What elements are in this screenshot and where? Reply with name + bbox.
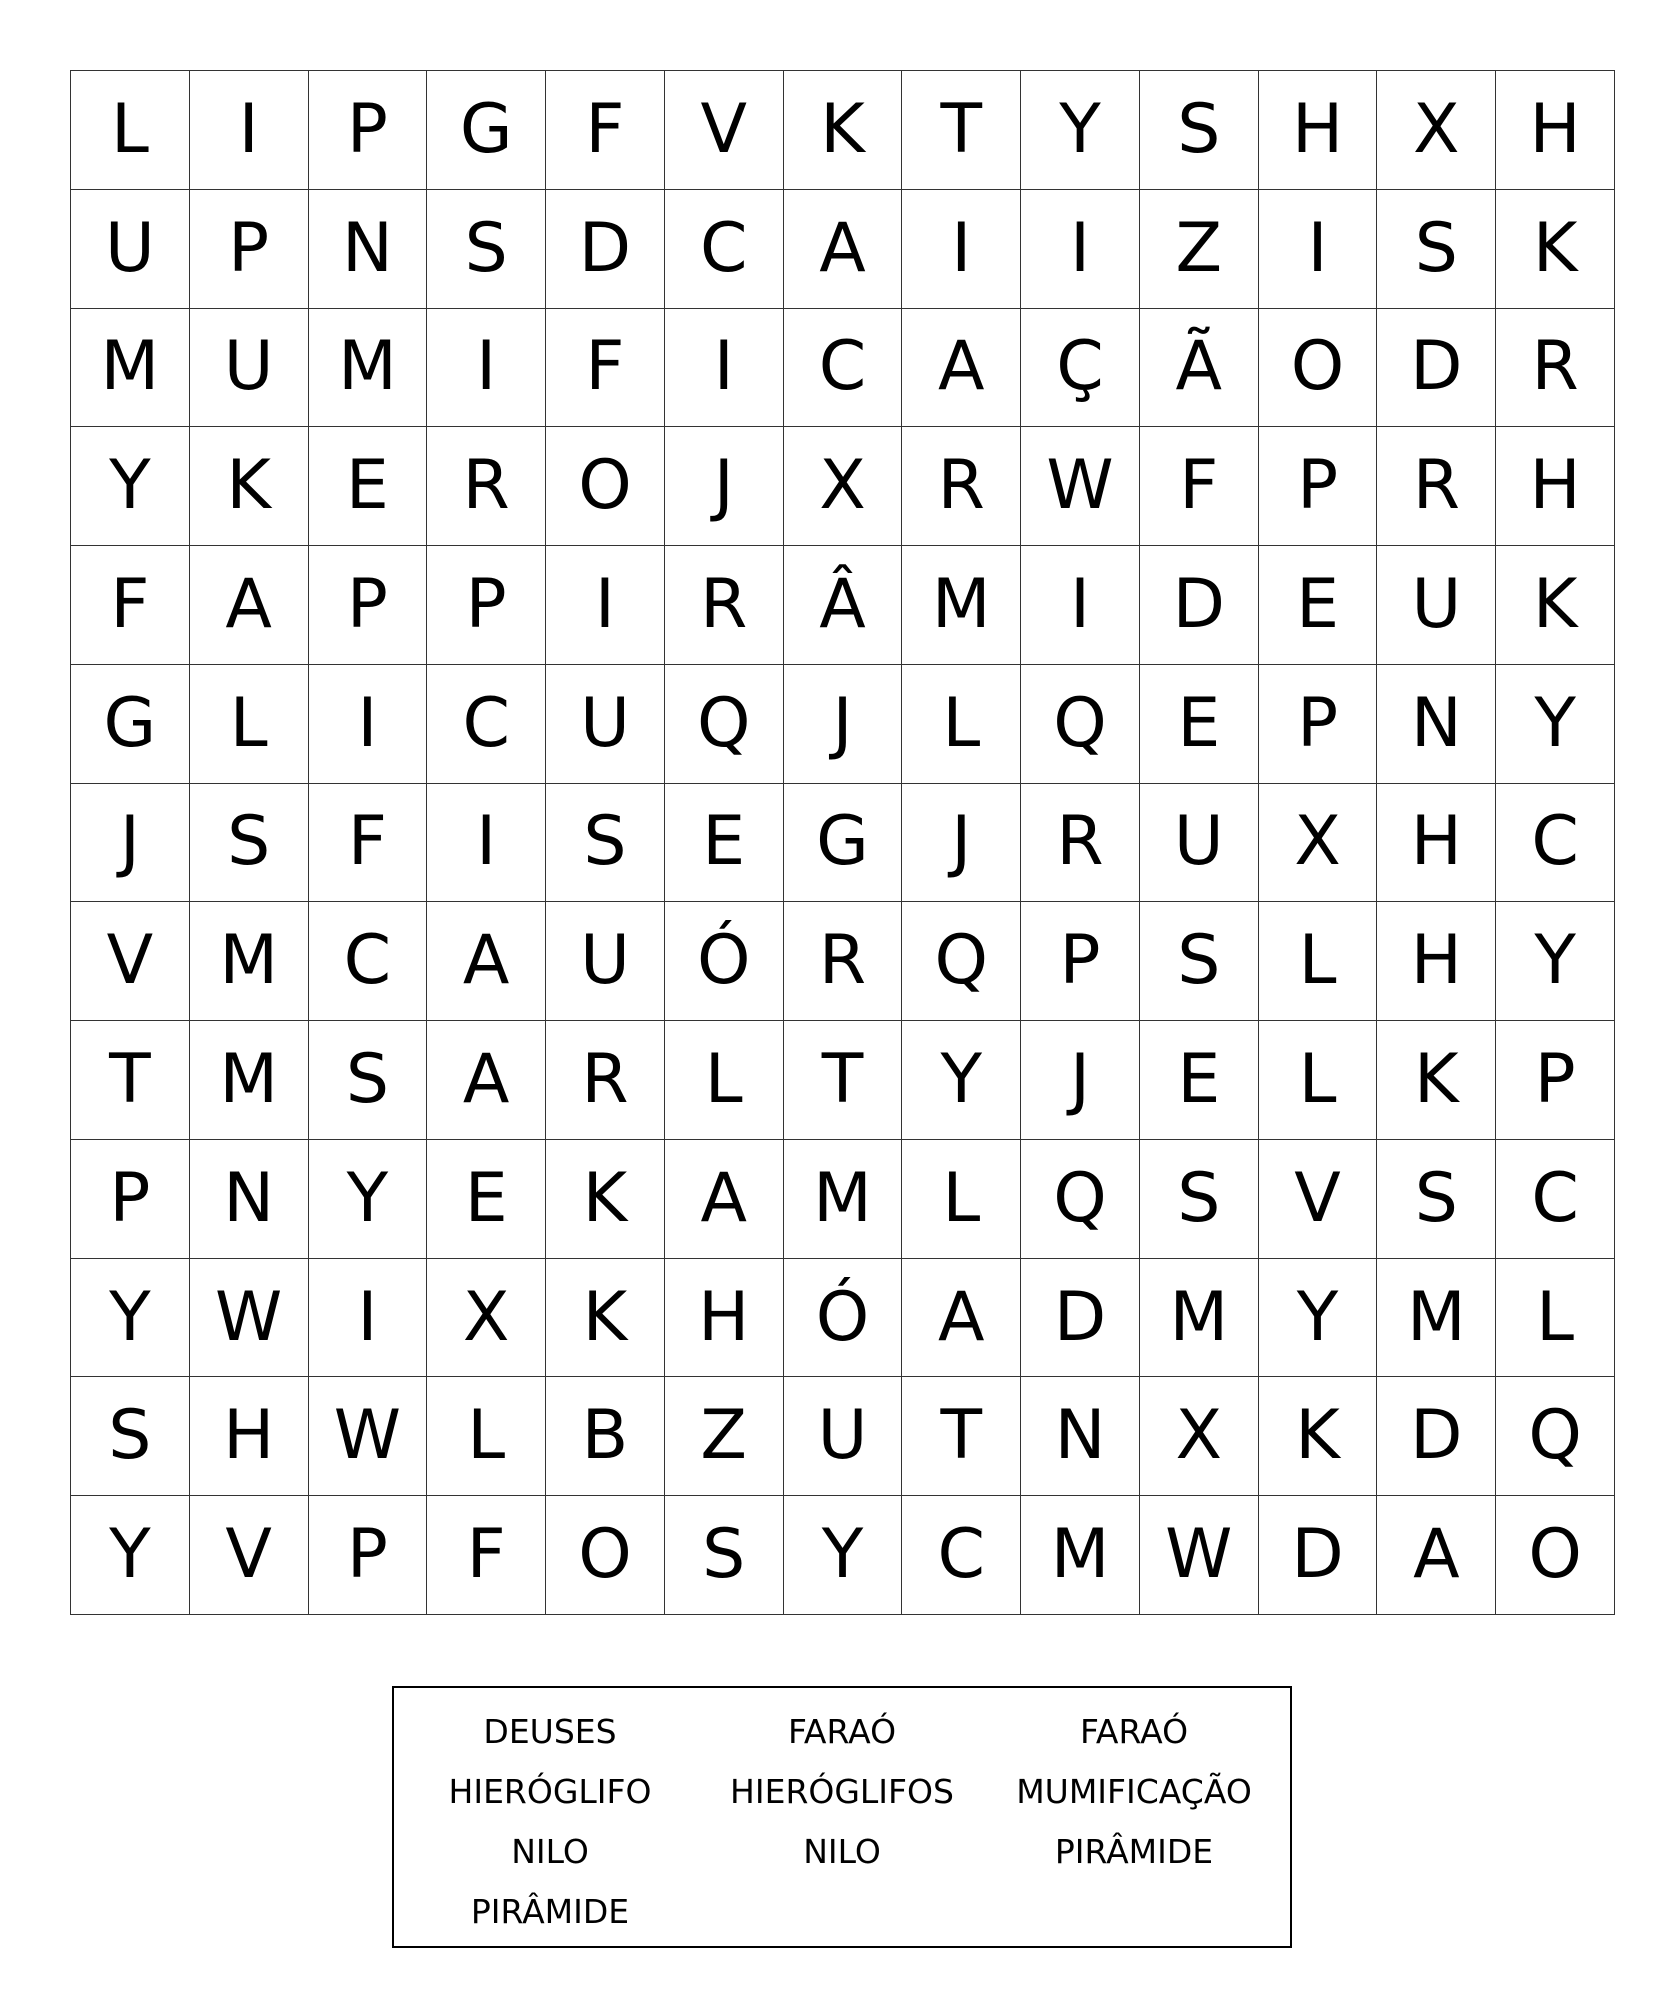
word-list-item: PIRÂMIDE (1054, 1832, 1214, 1871)
grid-cell[interactable]: H (1377, 902, 1496, 1021)
grid-cell[interactable]: P (309, 71, 428, 190)
grid-cell[interactable]: Y (71, 1259, 190, 1378)
grid-cell[interactable]: W (190, 1259, 309, 1378)
grid-cell[interactable]: U (1377, 546, 1496, 665)
grid-cell[interactable]: V (71, 902, 190, 1021)
grid-cell[interactable]: S (1140, 1140, 1259, 1259)
grid-cell[interactable]: S (1377, 190, 1496, 309)
grid-cell[interactable]: D (1377, 1377, 1496, 1496)
grid-cell[interactable]: X (1377, 71, 1496, 190)
grid-cell[interactable]: S (427, 190, 546, 309)
grid-cell[interactable]: J (665, 427, 784, 546)
grid-cell[interactable]: M (1140, 1259, 1259, 1378)
grid-cell[interactable]: Ó (784, 1259, 903, 1378)
grid-cell[interactable]: E (1140, 665, 1259, 784)
grid-cell[interactable]: Y (1259, 1259, 1378, 1378)
grid-cell[interactable]: Y (784, 1496, 903, 1615)
grid-cell[interactable]: J (784, 665, 903, 784)
grid-cell[interactable]: O (1496, 1496, 1615, 1615)
grid-cell[interactable]: N (309, 190, 428, 309)
grid-cell[interactable]: C (902, 1496, 1021, 1615)
grid-cell[interactable]: Y (902, 1021, 1021, 1140)
grid-cell[interactable]: C (665, 190, 784, 309)
grid-cell[interactable]: I (665, 309, 784, 428)
grid-cell[interactable]: R (1377, 427, 1496, 546)
grid-cell[interactable]: F (1140, 427, 1259, 546)
grid-cell[interactable]: S (546, 784, 665, 903)
grid-cell[interactable]: P (1259, 665, 1378, 784)
grid-cell[interactable]: S (309, 1021, 428, 1140)
word-list-column (988, 1702, 1280, 1942)
grid-cell[interactable]: L (1496, 1259, 1615, 1378)
grid-cell[interactable]: P (1496, 1021, 1615, 1140)
grid-cell[interactable]: Ó (665, 902, 784, 1021)
grid-cell[interactable]: G (427, 71, 546, 190)
grid-cell[interactable]: A (1377, 1496, 1496, 1615)
grid-cell[interactable]: X (1259, 784, 1378, 903)
grid-cell[interactable]: R (1496, 309, 1615, 428)
grid-cell[interactable]: Z (665, 1377, 784, 1496)
grid-cell[interactable]: P (190, 190, 309, 309)
grid-cell[interactable]: R (665, 546, 784, 665)
grid-cell[interactable]: W (1140, 1496, 1259, 1615)
grid-cell[interactable]: X (784, 427, 903, 546)
grid-cell[interactable]: A (902, 309, 1021, 428)
grid-cell[interactable]: W (1021, 427, 1140, 546)
grid-cell[interactable]: C (784, 309, 903, 428)
grid-cell[interactable]: H (1377, 784, 1496, 903)
grid-cell[interactable]: P (427, 546, 546, 665)
grid-cell[interactable]: E (1140, 1021, 1259, 1140)
grid-cell[interactable]: E (665, 784, 784, 903)
grid-cell[interactable]: Ã (1140, 309, 1259, 428)
grid-cell[interactable]: J (71, 784, 190, 903)
grid-cell[interactable]: S (1377, 1140, 1496, 1259)
grid-cell[interactable]: S (1140, 71, 1259, 190)
grid-cell[interactable]: Ç (1021, 309, 1140, 428)
grid-cell[interactable]: W (309, 1377, 428, 1496)
grid-cell[interactable]: F (309, 784, 428, 903)
grid-cell[interactable]: Z (1140, 190, 1259, 309)
grid-cell[interactable]: H (665, 1259, 784, 1378)
word-list-item: PIRÂMIDE (470, 1892, 630, 1931)
grid-cell[interactable]: K (1259, 1377, 1378, 1496)
grid-cell[interactable]: K (1377, 1021, 1496, 1140)
grid-cell[interactable]: E (309, 427, 428, 546)
grid-cell[interactable]: P (1021, 902, 1140, 1021)
grid-cell[interactable]: Y (309, 1140, 428, 1259)
grid-cell[interactable]: Y (71, 1496, 190, 1615)
grid-cell[interactable]: U (546, 902, 665, 1021)
grid-cell[interactable]: M (784, 1140, 903, 1259)
word-list-item: HIERÓGLIFO (448, 1772, 652, 1811)
grid-cell[interactable]: D (1377, 309, 1496, 428)
grid-cell[interactable]: K (190, 427, 309, 546)
grid-cell[interactable]: Y (71, 427, 190, 546)
grid-cell[interactable]: J (902, 784, 1021, 903)
word-search-grid (70, 70, 1615, 1615)
grid-cell[interactable]: C (427, 665, 546, 784)
grid-cell[interactable]: K (1496, 546, 1615, 665)
grid-cell[interactable]: D (1021, 1259, 1140, 1378)
grid-cell[interactable]: R (784, 902, 903, 1021)
grid-cell[interactable]: P (1259, 427, 1378, 546)
grid-cell[interactable]: O (546, 427, 665, 546)
grid-cell[interactable]: G (784, 784, 903, 903)
grid-cell[interactable]: S (665, 1496, 784, 1615)
grid-cell[interactable]: M (71, 309, 190, 428)
grid-cell[interactable]: P (71, 1140, 190, 1259)
grid-cell[interactable]: F (546, 309, 665, 428)
grid-cell[interactable]: Q (665, 665, 784, 784)
grid-cell[interactable]: U (1140, 784, 1259, 903)
grid-cell[interactable]: U (784, 1377, 903, 1496)
grid-cell[interactable]: N (1021, 1377, 1140, 1496)
grid-cell[interactable]: L (902, 665, 1021, 784)
grid-cell[interactable]: A (665, 1140, 784, 1259)
grid-cell[interactable]: M (1377, 1259, 1496, 1378)
word-list-item: DEUSES (483, 1712, 617, 1751)
grid-cell[interactable]: I (546, 546, 665, 665)
grid-cell[interactable]: Y (1496, 902, 1615, 1021)
grid-cell[interactable]: H (190, 1377, 309, 1496)
word-list-item: FARAÓ (1079, 1712, 1189, 1751)
grid-cell[interactable]: I (427, 309, 546, 428)
grid-cell[interactable]: O (1259, 309, 1378, 428)
grid-cell[interactable]: T (902, 1377, 1021, 1496)
grid-cell[interactable]: C (1496, 784, 1615, 903)
grid-cell[interactable]: R (902, 427, 1021, 546)
grid-cell[interactable]: F (546, 71, 665, 190)
word-list-item: NILO (803, 1832, 881, 1871)
word-list-box (392, 1686, 1292, 1948)
grid-cell[interactable]: L (1259, 902, 1378, 1021)
grid-cell[interactable]: L (71, 71, 190, 190)
grid-cell[interactable]: I (1021, 190, 1140, 309)
grid-cell[interactable]: K (1496, 190, 1615, 309)
grid-cell[interactable]: P (309, 1496, 428, 1615)
grid-cell[interactable]: K (784, 71, 903, 190)
grid-cell[interactable]: I (309, 665, 428, 784)
grid-cell[interactable]: E (427, 1140, 546, 1259)
grid-cell[interactable]: E (1259, 546, 1378, 665)
grid-cell[interactable]: I (309, 1259, 428, 1378)
grid-cell[interactable]: V (190, 1496, 309, 1615)
grid-cell[interactable]: I (1259, 190, 1378, 309)
word-list-item: HIERÓGLIFOS (730, 1772, 954, 1811)
grid-cell[interactable]: S (190, 784, 309, 903)
grid-cell[interactable]: A (427, 902, 546, 1021)
grid-cell[interactable]: A (902, 1259, 1021, 1378)
grid-cell[interactable]: A (190, 546, 309, 665)
grid-cell[interactable]: X (1140, 1377, 1259, 1496)
grid-cell[interactable]: U (71, 190, 190, 309)
grid-cell[interactable]: C (309, 902, 428, 1021)
grid-cell[interactable]: K (546, 1259, 665, 1378)
grid-cell[interactable]: L (427, 1377, 546, 1496)
grid-cell[interactable]: G (71, 665, 190, 784)
grid-cell[interactable]: V (1259, 1140, 1378, 1259)
grid-cell[interactable]: Y (1496, 665, 1615, 784)
grid-cell[interactable]: A (784, 190, 903, 309)
grid-cell[interactable]: F (71, 546, 190, 665)
grid-cell[interactable]: Q (902, 902, 1021, 1021)
grid-cell[interactable]: M (190, 1021, 309, 1140)
grid-cell[interactable]: C (1496, 1140, 1615, 1259)
word-list-column (696, 1702, 988, 1942)
grid-cell[interactable]: M (309, 309, 428, 428)
word-list-item: FARAÓ (787, 1712, 897, 1751)
grid-cell[interactable]: Q (1021, 1140, 1140, 1259)
grid-cell[interactable]: Q (1496, 1377, 1615, 1496)
grid-cell[interactable]: I (1021, 546, 1140, 665)
word-list-item: MUMIFICAÇÃO (1016, 1772, 1252, 1811)
grid-cell[interactable]: N (190, 1140, 309, 1259)
grid-cell[interactable]: P (309, 546, 428, 665)
grid-cell[interactable]: L (190, 665, 309, 784)
grid-cell[interactable]: S (1140, 902, 1259, 1021)
grid-cell[interactable]: A (427, 1021, 546, 1140)
grid-cell[interactable]: T (784, 1021, 903, 1140)
grid-cell[interactable]: Â (784, 546, 903, 665)
grid-cell[interactable]: I (427, 784, 546, 903)
grid-cell[interactable]: X (427, 1259, 546, 1378)
grid-cell[interactable]: D (1140, 546, 1259, 665)
grid-cell[interactable]: B (546, 1377, 665, 1496)
grid-cell[interactable]: L (902, 1140, 1021, 1259)
grid-cell[interactable]: J (1021, 1021, 1140, 1140)
grid-cell[interactable]: U (546, 665, 665, 784)
grid-cell[interactable]: N (1377, 665, 1496, 784)
grid-cell[interactable]: M (190, 902, 309, 1021)
grid-cell[interactable]: O (546, 1496, 665, 1615)
grid-cell[interactable]: R (1021, 784, 1140, 903)
grid-cell[interactable]: T (71, 1021, 190, 1140)
grid-cell[interactable]: H (1496, 427, 1615, 546)
grid-cell[interactable]: M (902, 546, 1021, 665)
grid-cell[interactable]: F (427, 1496, 546, 1615)
grid-cell[interactable]: H (1496, 71, 1615, 190)
word-list-column (404, 1702, 696, 1942)
word-list-item: NILO (511, 1832, 589, 1871)
grid-cell[interactable]: I (902, 190, 1021, 309)
grid-cell[interactable]: H (1259, 71, 1378, 190)
grid-cell[interactable]: D (546, 190, 665, 309)
grid-cell[interactable]: U (190, 309, 309, 428)
grid-cell[interactable]: Q (1021, 665, 1140, 784)
grid-cell[interactable]: T (902, 71, 1021, 190)
grid-cell[interactable]: K (546, 1140, 665, 1259)
grid-cell[interactable]: V (665, 71, 784, 190)
grid-cell[interactable]: Y (1021, 71, 1140, 190)
grid-cell[interactable]: S (71, 1377, 190, 1496)
grid-cell[interactable]: M (1021, 1496, 1140, 1615)
grid-cell[interactable]: I (190, 71, 309, 190)
grid-cell[interactable]: R (427, 427, 546, 546)
grid-cell[interactable]: R (546, 1021, 665, 1140)
grid-cell[interactable]: L (1259, 1021, 1378, 1140)
grid-cell[interactable]: L (665, 1021, 784, 1140)
grid-cell[interactable]: D (1259, 1496, 1378, 1615)
